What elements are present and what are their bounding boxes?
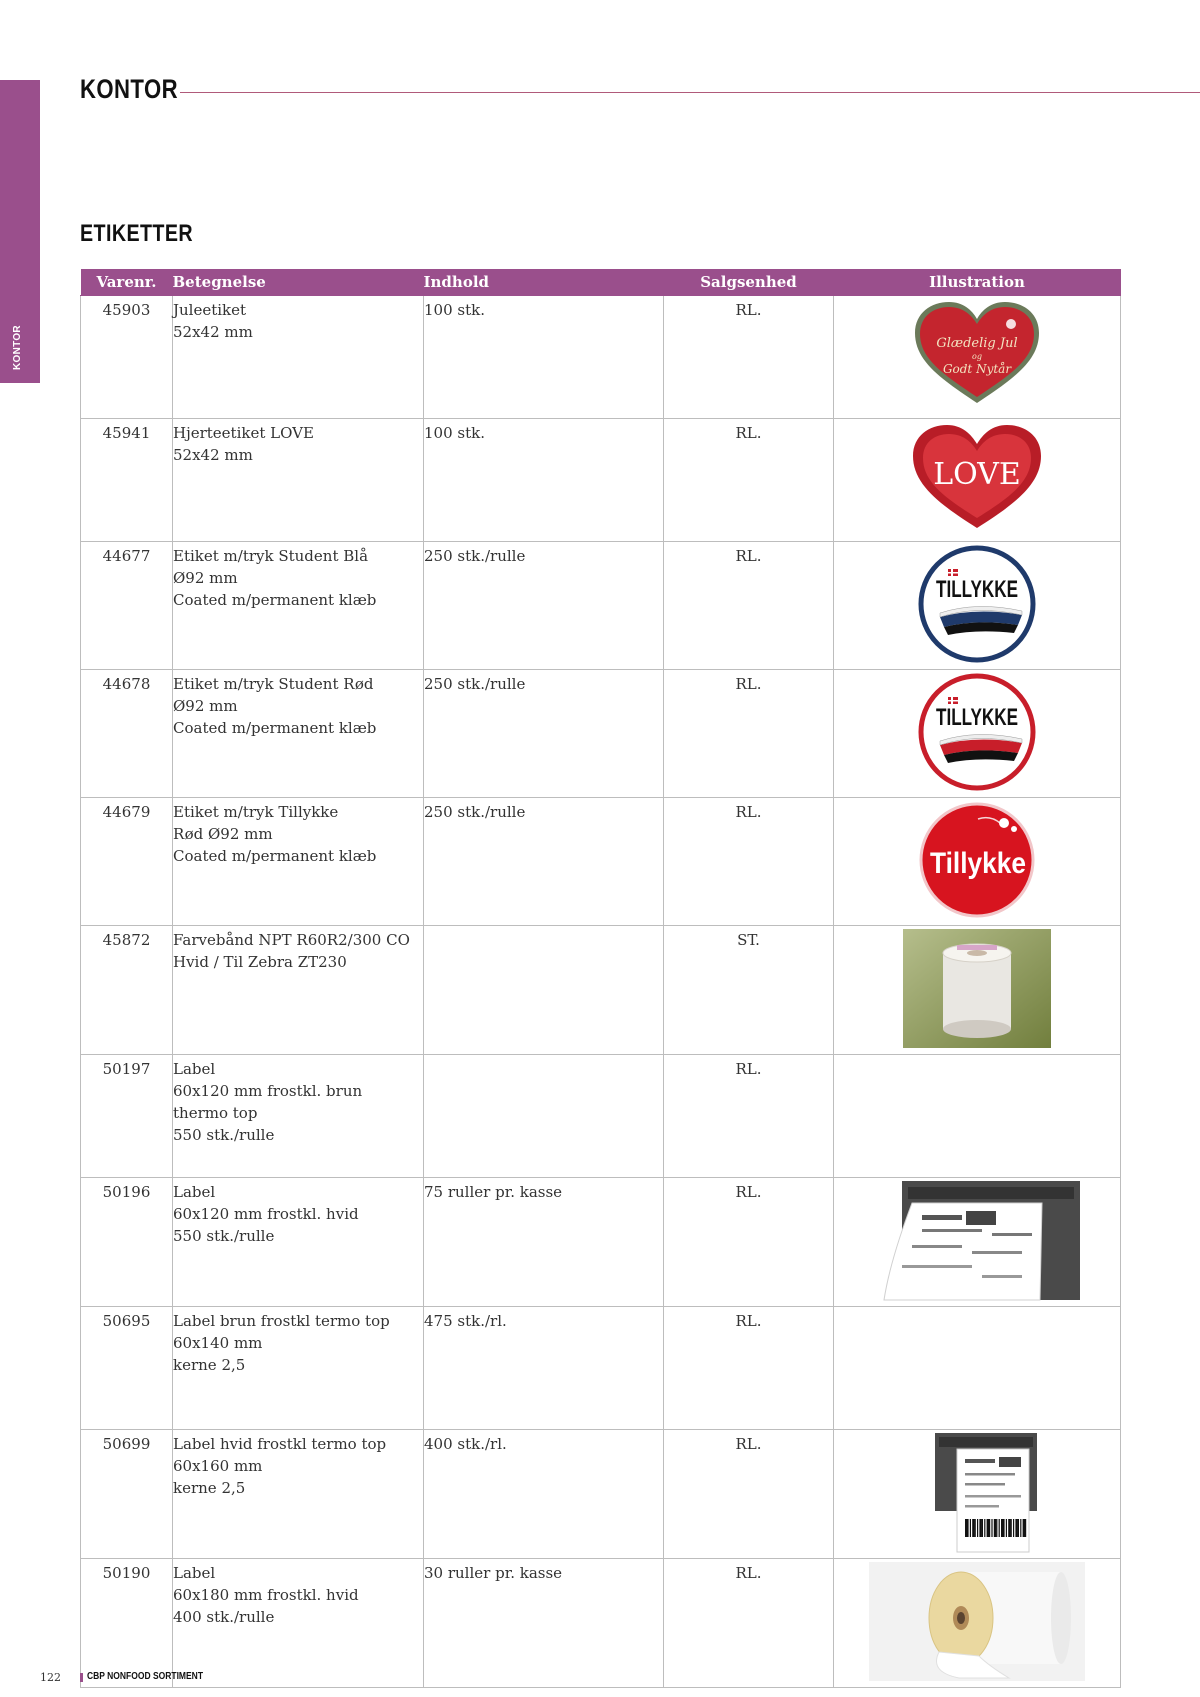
betegnelse-line: Coated m/permanent klæb xyxy=(173,719,377,737)
cell-indhold: 75 ruller pr. kasse xyxy=(424,1178,664,1307)
cell-salgsenhed: RL. xyxy=(664,296,834,419)
cell-salgsenhed: RL. xyxy=(664,1178,834,1307)
betegnelse-line: 550 stk./rulle xyxy=(173,1227,275,1245)
betegnelse-line: Label brun frostkl termo top xyxy=(173,1312,390,1330)
betegnelse-line: 60x120 mm frostkl. brun xyxy=(173,1082,363,1100)
betegnelse-line: Farvebånd NPT R60R2/300 CO xyxy=(173,931,410,949)
subsection-title: ETIKETTER xyxy=(80,220,194,247)
product-table xyxy=(80,269,1121,1688)
betegnelse-line: Coated m/permanent klæb xyxy=(173,591,377,609)
label-printer-barcode-icon xyxy=(917,1433,1037,1558)
cell-betegnelse xyxy=(173,1559,424,1688)
cell-indhold: 475 stk./rl. xyxy=(424,1307,664,1430)
cell-indhold: 250 stk./rulle xyxy=(424,542,664,670)
betegnelse-line: 52x42 mm xyxy=(173,446,253,464)
cell-salgsenhed: RL. xyxy=(664,1055,834,1178)
cell-salgsenhed: RL. xyxy=(664,670,834,798)
column-header-betegnelse: Betegnelse xyxy=(173,269,424,296)
betegnelse-line: 52x42 mm xyxy=(173,323,253,341)
cell-indhold xyxy=(424,1055,664,1178)
column-header-indhold: Indhold xyxy=(424,269,664,296)
cell-betegnelse xyxy=(173,1055,424,1178)
cell-varenr: 44678 xyxy=(81,670,173,798)
column-header-salgsenhed: Salgsenhed xyxy=(664,269,834,296)
cell-varenr: 50190 xyxy=(81,1559,173,1688)
student-cap-blue-icon xyxy=(918,545,1036,669)
cell-indhold: 100 stk. xyxy=(424,419,664,542)
table-row xyxy=(81,926,1121,1055)
betegnelse-line: Coated m/permanent klæb xyxy=(173,847,377,865)
betegnelse-line: Etiket m/tryk Tillykke xyxy=(173,803,339,821)
cell-varenr: 45903 xyxy=(81,296,173,419)
svg-text:Glædelig Jul: Glædelig Jul xyxy=(936,336,1018,351)
cell-illustration xyxy=(834,1559,1121,1688)
cell-betegnelse xyxy=(173,296,424,419)
betegnelse-line: Label xyxy=(173,1564,216,1582)
cell-betegnelse xyxy=(173,1178,424,1307)
cell-varenr: 50695 xyxy=(81,1307,173,1430)
love-heart-icon xyxy=(909,422,1045,538)
cell-betegnelse xyxy=(173,419,424,542)
betegnelse-line: Etiket m/tryk Student Rød xyxy=(173,675,374,693)
cell-indhold xyxy=(424,926,664,1055)
cell-varenr: 50197 xyxy=(81,1055,173,1178)
table-row xyxy=(81,1178,1121,1307)
table-row xyxy=(81,1307,1121,1430)
betegnelse-line: Label xyxy=(173,1060,216,1078)
svg-text:Tillykke: Tillykke xyxy=(930,847,1026,880)
betegnelse-line: thermo top xyxy=(173,1104,258,1122)
page-number: 122 xyxy=(40,1671,61,1684)
cell-salgsenhed: RL. xyxy=(664,419,834,542)
cell-betegnelse xyxy=(173,798,424,926)
cell-betegnelse xyxy=(173,670,424,798)
betegnelse-line: Etiket m/tryk Student Blå xyxy=(173,547,369,565)
cell-illustration xyxy=(834,1430,1121,1559)
title-rule xyxy=(180,92,1200,93)
betegnelse-line: 400 stk./rulle xyxy=(173,1608,275,1626)
betegnelse-line: Ø92 mm xyxy=(173,697,238,715)
cell-indhold: 250 stk./rulle xyxy=(424,798,664,926)
cell-salgsenhed: RL. xyxy=(664,798,834,926)
svg-text:TILLYKKE: TILLYKKE xyxy=(936,576,1018,603)
cell-indhold: 250 stk./rulle xyxy=(424,670,664,798)
svg-text:Godt Nytår: Godt Nytår xyxy=(942,362,1012,376)
cell-illustration xyxy=(834,419,1121,542)
cell-illustration xyxy=(834,542,1121,670)
label-roll-icon xyxy=(869,1562,1085,1687)
betegnelse-line: 550 stk./rulle xyxy=(173,1126,275,1144)
cell-betegnelse xyxy=(173,926,424,1055)
cell-salgsenhed: ST. xyxy=(664,926,834,1055)
table-row xyxy=(81,296,1121,419)
cell-salgsenhed: RL. xyxy=(664,1559,834,1688)
cell-illustration xyxy=(834,798,1121,926)
betegnelse-line: Hvid / Til Zebra ZT230 xyxy=(173,953,347,971)
side-tab-label: KONTOR xyxy=(12,325,23,370)
svg-text:TILLYKKE: TILLYKKE xyxy=(936,704,1018,731)
cell-salgsenhed: RL. xyxy=(664,1307,834,1430)
footer-mark xyxy=(80,1673,83,1682)
cell-illustration xyxy=(834,670,1121,798)
betegnelse-line: Ø92 mm xyxy=(173,569,238,587)
table-row xyxy=(81,798,1121,926)
betegnelse-line: Label xyxy=(173,1183,216,1201)
cell-varenr: 45941 xyxy=(81,419,173,542)
betegnelse-line: Juleetiket xyxy=(173,301,247,319)
cell-betegnelse xyxy=(173,1307,424,1430)
table-row xyxy=(81,419,1121,542)
betegnelse-line: Hjerteetiket LOVE xyxy=(173,424,314,442)
cell-illustration xyxy=(834,926,1121,1055)
cell-indhold: 30 ruller pr. kasse xyxy=(424,1559,664,1688)
section-title: KONTOR xyxy=(80,74,179,104)
table-row xyxy=(81,1430,1121,1559)
cell-varenr: 44679 xyxy=(81,798,173,926)
ribbon-roll-icon xyxy=(903,929,1051,1054)
cell-betegnelse xyxy=(173,542,424,670)
betegnelse-line: 60x140 mm xyxy=(173,1334,263,1352)
student-cap-red-icon xyxy=(918,673,1036,797)
column-header-varenr: Varenr. xyxy=(81,269,173,296)
cell-salgsenhed: RL. xyxy=(664,542,834,670)
cell-varenr: 45872 xyxy=(81,926,173,1055)
table-row xyxy=(81,542,1121,670)
cell-illustration xyxy=(834,1055,1121,1178)
label-printer-icon xyxy=(872,1181,1082,1306)
svg-text:LOVE: LOVE xyxy=(933,457,1021,492)
cell-varenr: 50699 xyxy=(81,1430,173,1559)
betegnelse-line: kerne 2,5 xyxy=(173,1479,246,1497)
cell-illustration xyxy=(834,1307,1121,1430)
betegnelse-line: 60x180 mm frostkl. hvid xyxy=(173,1586,359,1604)
betegnelse-line: Label hvid frostkl termo top xyxy=(173,1435,387,1453)
cell-betegnelse xyxy=(173,1430,424,1559)
betegnelse-line: 60x120 mm frostkl. hvid xyxy=(173,1205,359,1223)
table-row xyxy=(81,1559,1121,1688)
table-row xyxy=(81,670,1121,798)
svg-text:og: og xyxy=(972,352,982,361)
cell-indhold: 100 stk. xyxy=(424,296,664,419)
cell-illustration xyxy=(834,1178,1121,1307)
cell-indhold: 400 stk./rl. xyxy=(424,1430,664,1559)
cell-varenr: 50196 xyxy=(81,1178,173,1307)
footer-text: CBP NONFOOD SORTIMENT xyxy=(87,1671,204,1682)
table-header-row xyxy=(81,269,1121,296)
betegnelse-line: 60x160 mm xyxy=(173,1457,263,1475)
heart-label-icon xyxy=(911,299,1043,413)
cell-illustration xyxy=(834,296,1121,419)
cell-varenr: 44677 xyxy=(81,542,173,670)
betegnelse-line: kerne 2,5 xyxy=(173,1356,246,1374)
table-row xyxy=(81,1055,1121,1178)
betegnelse-line: Rød Ø92 mm xyxy=(173,825,273,843)
column-header-illustration: Illustration xyxy=(834,269,1121,296)
cell-salgsenhed: RL. xyxy=(664,1430,834,1559)
table-body xyxy=(81,296,1121,1688)
tillykke-red-icon xyxy=(918,801,1036,925)
